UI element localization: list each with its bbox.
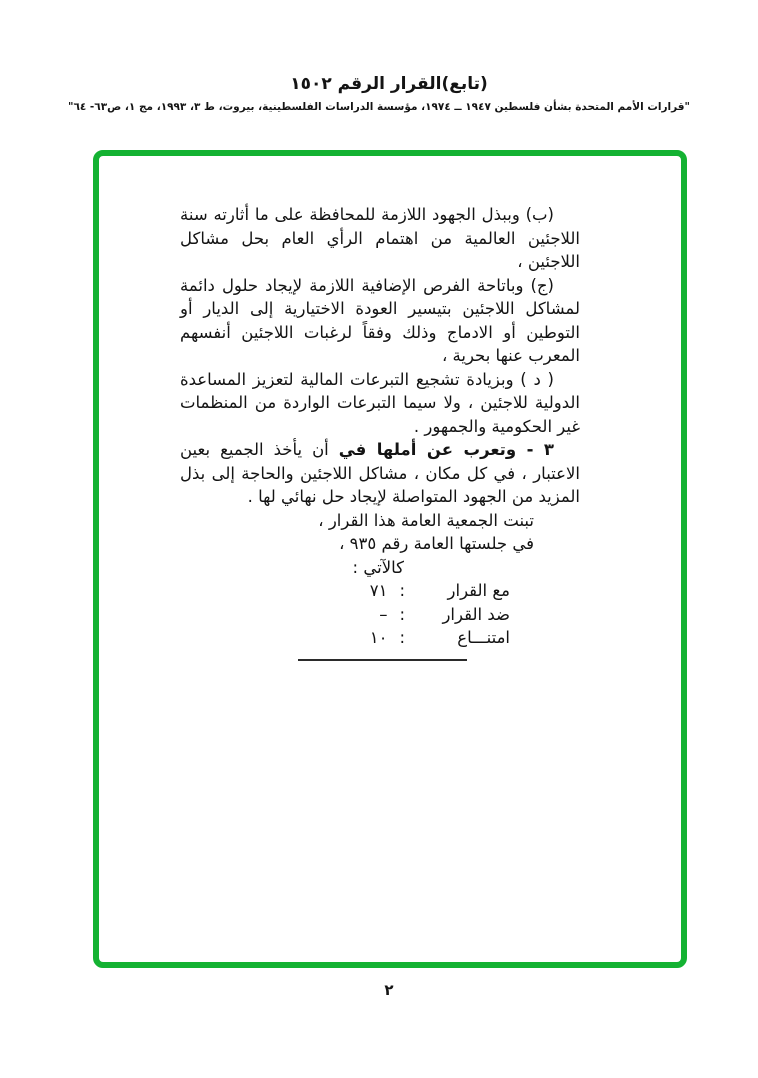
paragraph-b: (ب) وببذل الجهود اللازمة للمحافظة على ما أثارته سنة اللاجئين العالمية من اهتمام الرأي العام بحل مشاكل اللاجئين ، (180, 205, 580, 271)
paragraph-3-lead: ٣ - وتعرب عن أملها في (338, 440, 554, 459)
source-citation: "قرارات الأمم المتحدة بشأن فلسطين ١٩٤٧ ــ ١٩٧٤، مؤسسة الدراسات الفلسطينية، بيروت، ط ٣، ١٩٩٣، مج ١، ص٦٣- ٦٤" (67, 101, 691, 113)
content-frame (93, 150, 687, 968)
paragraph-c: (ج) وباتاحة الفرص الإضافية اللازمة لإيجاد حلول دائمة لمشاكل اللاجئين بتيسير العودة الاختيارية إلى الديار أو التوطين أو الادماج وذلك وفقاً لرغبات اللاجئين أنفسهم المعرب عنها بحرية ، (180, 275, 580, 365)
page-title: (تابع)القرار الرقم ١٥٠٢ (290, 74, 488, 94)
vote-row-for (180, 579, 510, 603)
vote-row-abstain (180, 626, 510, 650)
paragraph-3-rest: أن يأخذ الجميع بعين الاعتبار ، في كل مكان ، مشاكل اللاجئين والحاجة إلى بذل المزيد من الجهود المتواصلة لإيجاد حل نهائي لها . (180, 440, 580, 506)
page-header (0, 74, 758, 113)
vote-label: امتنـــاع (457, 628, 510, 647)
vote-value: ٧١ (369, 581, 388, 600)
vote-colon: : (399, 628, 405, 647)
separator-rule (298, 659, 467, 661)
vote-value: – (379, 604, 388, 624)
paragraph-d: ( د ) وبزيادة تشجيع التبرعات المالية لتعزيز المساعدة الدولية للاجئين ، ولا سيما التبرعات الواردة من المنظمات غير الحكومية والجمهور . (180, 369, 580, 436)
vote-colon: : (399, 581, 405, 600)
adoption-line: في جلستها العامة رقم ٩٣٥ ، (339, 534, 534, 553)
resolution-text (180, 203, 580, 661)
vote-value: ١٠ (369, 628, 388, 647)
vote-label: مع القرار (447, 581, 510, 600)
adoption-note (180, 509, 534, 580)
paragraph-3 (180, 438, 580, 509)
vote-results (180, 579, 510, 650)
adoption-line: تبنت الجمعية العامة هذا القرار ، (318, 510, 534, 530)
page-number: ٢ (384, 981, 394, 999)
vote-row-against (180, 603, 510, 627)
vote-colon: : (399, 604, 405, 624)
vote-label: ضد القرار (442, 604, 510, 624)
adoption-line: كالآتي : (352, 557, 404, 577)
